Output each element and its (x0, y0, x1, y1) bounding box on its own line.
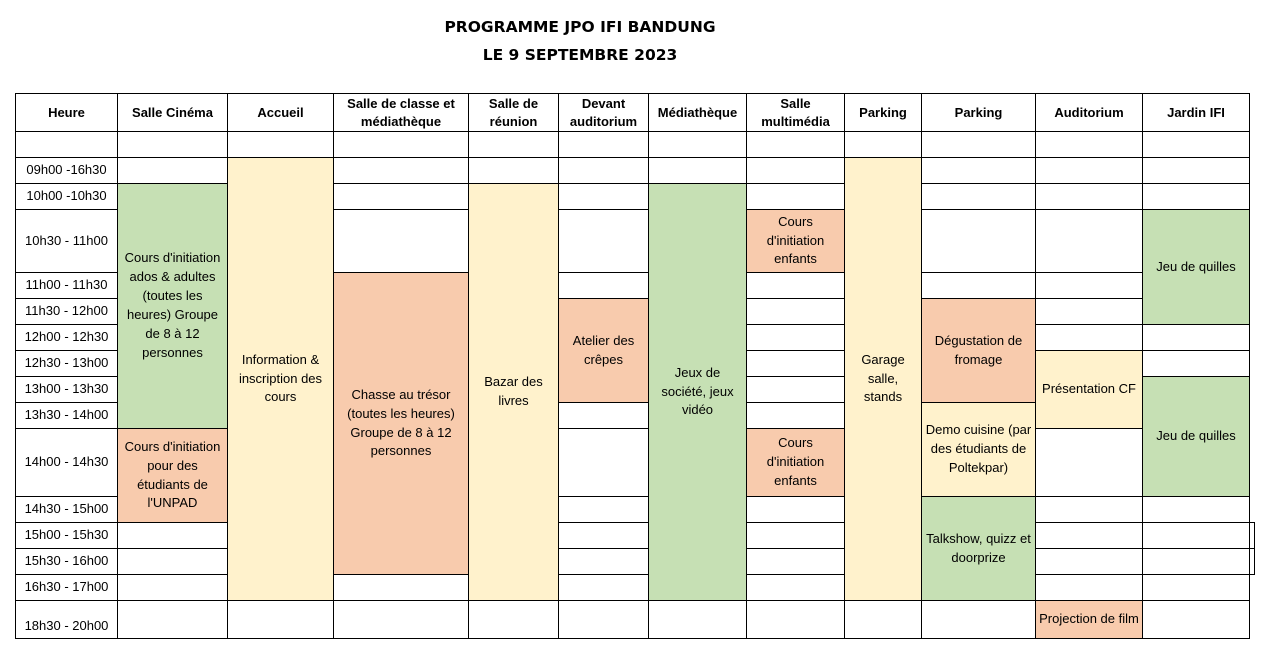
event-parking-garage: Garage salle, stands (845, 158, 922, 601)
event-cinema-cours: Cours d'initiation ados & adultes (toutes les heures) Groupe de 8 à 12 personnes (118, 184, 228, 429)
event-jeux-societe: Jeux de société, jeux vidéo (649, 184, 747, 601)
time-cell: 12h30 - 13h00 (16, 351, 118, 377)
event-chasse-tresor: Chasse au trésor (toutes les heures) Groupe de 8 à 12 personnes (334, 273, 469, 575)
column-header: Médiathèque (649, 94, 747, 132)
event-talkshow: Talkshow, quizz et doorprize (922, 497, 1036, 601)
column-header: Heure (16, 94, 118, 132)
event-multimedia-cours-2: Cours d'initiation enfants (747, 429, 845, 497)
table-row (16, 575, 1255, 601)
table-row (16, 158, 1255, 184)
schedule-table (15, 93, 1255, 639)
column-header: Parking (922, 94, 1036, 132)
time-cell: 18h30 - 20h00 (16, 601, 118, 639)
time-cell: 11h00 - 11h30 (16, 273, 118, 299)
column-header: Salle multimédia (747, 94, 845, 132)
column-header: Accueil (228, 94, 334, 132)
time-cell: 15h00 - 15h30 (16, 523, 118, 549)
table-row (16, 132, 1255, 158)
column-header: Devant auditorium (559, 94, 649, 132)
column-header: Salle de réunion (469, 94, 559, 132)
time-cell: 13h30 - 14h00 (16, 403, 118, 429)
event-demo-cuisine: Demo cuisine (par des étudiants de Poltekpar) (922, 403, 1036, 497)
header-row (16, 94, 1255, 132)
event-projection-film: Projection de film (1036, 601, 1143, 639)
time-cell: 11h30 - 12h00 (16, 299, 118, 325)
column-header: Auditorium (1036, 94, 1143, 132)
table-row (16, 429, 1255, 451)
event-jeu-quilles-2: Jeu de quilles (1143, 377, 1250, 497)
time-cell: 16h30 - 17h00 (16, 575, 118, 601)
time-cell: 10h30 - 11h00 (16, 210, 118, 273)
time-cell: 15h30 - 16h00 (16, 549, 118, 575)
event-accueil: Information & inscription des cours (228, 158, 334, 601)
event-presentation-cf: Présentation CF (1036, 351, 1143, 429)
column-header: Salle de classe et médiathèque (334, 94, 469, 132)
time-cell: 10h00 -10h30 (16, 184, 118, 210)
column-header: Jardin IFI (1143, 94, 1250, 132)
time-cell (16, 132, 118, 158)
table-row (16, 601, 1255, 639)
event-bazar-livres: Bazar des livres (469, 184, 559, 601)
table-row (16, 523, 1255, 549)
column-header: Salle Cinéma (118, 94, 228, 132)
table-row (16, 184, 1255, 210)
column-header: Parking (845, 94, 922, 132)
event-degustation-fromage: Dégustation de fromage (922, 299, 1036, 403)
table-row (16, 549, 1255, 575)
time-cell: 12h00 - 12h30 (16, 325, 118, 351)
event-multimedia-cours: Cours d'initiation enfants (747, 210, 845, 273)
event-atelier-crepes: Atelier des crêpes (559, 299, 649, 403)
time-cell: 13h00 - 13h30 (16, 377, 118, 403)
time-cell: 14h00 - 14h30 (16, 429, 118, 497)
page-title: PROGRAMME JPO IFI BANDUNG (444, 18, 716, 36)
event-cinema-unpad: Cours d'initiation pour des étudiants de l'UNPAD (118, 429, 228, 523)
page-subtitle-date: LE 9 SEPTEMBRE 2023 (482, 46, 678, 64)
time-cell: 09h00 -16h30 (16, 158, 118, 184)
time-cell: 14h30 - 15h00 (16, 497, 118, 523)
event-jeu-quilles: Jeu de quilles (1143, 210, 1250, 325)
